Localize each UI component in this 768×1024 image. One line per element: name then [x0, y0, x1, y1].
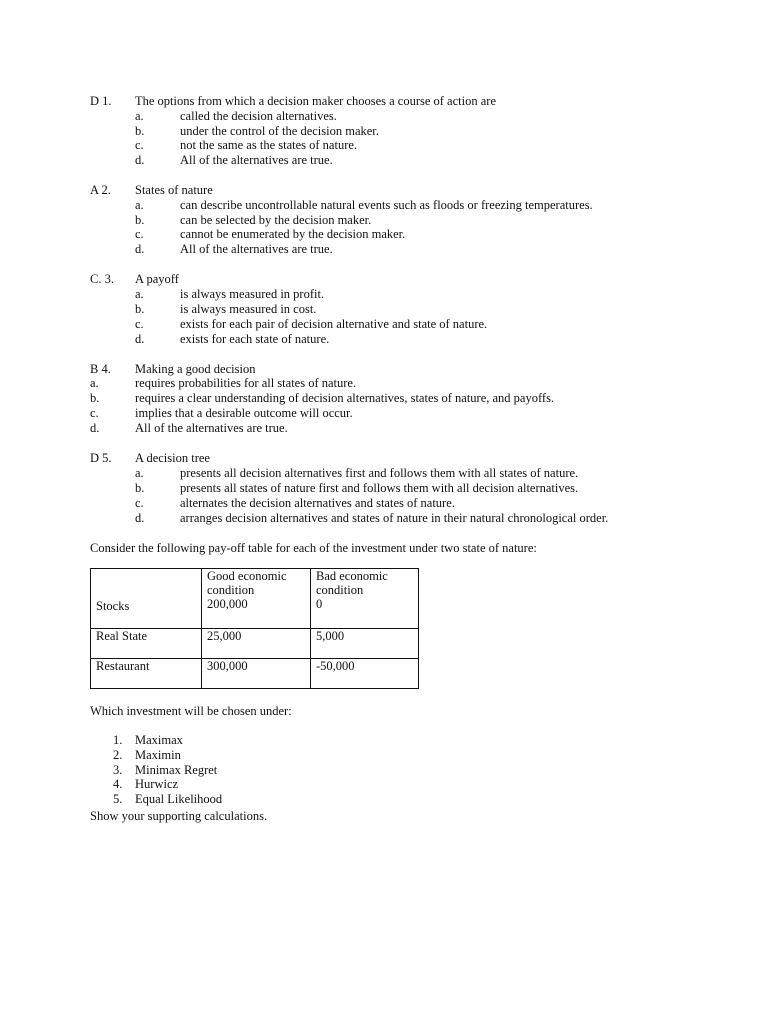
list-item [113, 748, 222, 763]
option-text: not the same as the states of nature. [180, 138, 358, 152]
option-text: alternates the decision alternatives and states of nature. [180, 496, 455, 510]
option-letter: c. [135, 227, 144, 241]
methods-intro: Which investment will be chosen under: [90, 704, 292, 718]
option-letter: a. [90, 376, 99, 390]
list-item [113, 777, 222, 792]
option-letter: b. [90, 391, 100, 405]
option-letter: a. [135, 287, 144, 301]
header-good-line1: Good economic [207, 569, 287, 583]
table-row [91, 629, 419, 659]
closing-instruction: Show your supporting calculations. [90, 809, 268, 823]
option-text: exists for each state of nature. [180, 332, 330, 346]
cell-bad-value: 5,000 [311, 629, 419, 659]
option-letter: d. [135, 332, 145, 346]
option-letter: a. [135, 109, 144, 123]
option-text: called the decision alternatives. [180, 109, 337, 123]
cell-bad [311, 569, 419, 629]
header-bad-line1: Bad economic [316, 569, 388, 583]
row-label: Real State [91, 629, 202, 659]
option-letter: a. [135, 466, 144, 480]
cell-good-value: 200,000 [207, 597, 248, 611]
option-letter: d. [90, 421, 100, 435]
method-number: 1. [113, 733, 123, 747]
method-label: Hurwicz [135, 777, 179, 792]
option-text: is always measured in cost. [180, 302, 317, 316]
method-number: 3. [113, 762, 123, 777]
question-stem: A payoff [135, 272, 179, 286]
option-text: is always measured in profit. [180, 287, 325, 301]
list-item [113, 763, 222, 778]
method-number: 4. [113, 777, 123, 792]
option-text: All of the alternatives are true. [135, 421, 288, 435]
row-label: Restaurant [91, 659, 202, 689]
row-label: Stocks [91, 569, 202, 629]
method-label: Maximax [135, 733, 183, 747]
option-letter: d. [135, 242, 145, 256]
option-text: presents all states of nature first and follows them with all decision alternatives. [180, 481, 579, 495]
option-letter: c. [135, 138, 144, 152]
option-text: exists for each pair of decision alternative and state of nature. [180, 317, 488, 331]
option-text: All of the alternatives are true. [180, 153, 333, 167]
option-letter: a. [135, 198, 144, 212]
option-letter: c. [135, 317, 144, 331]
option-letter: b. [135, 124, 145, 138]
payoff-table [90, 568, 419, 689]
option-letter: d. [135, 511, 145, 525]
table-row [91, 659, 419, 689]
header-bad-line2: condition [316, 583, 364, 597]
option-text: can describe uncontrollable natural events such as floods or freezing temperatures. [180, 198, 593, 212]
cell-bad-value: 0 [316, 597, 323, 611]
cell-bad-value: -50,000 [311, 659, 419, 689]
option-text: requires a clear understanding of decision alternatives, states of nature, and payoffs. [135, 391, 555, 405]
question-stem: A decision tree [135, 451, 210, 465]
methods-list [113, 733, 222, 807]
question-stem: Making a good decision [135, 362, 256, 376]
option-text: requires probabilities for all states of nature. [135, 376, 357, 390]
option-letter: b. [135, 213, 145, 227]
table-intro: Consider the following pay-off table for each of the investment under two state of nature: [90, 541, 537, 555]
option-text: can be selected by the decision maker. [180, 213, 372, 227]
method-label: Maximin [135, 747, 181, 762]
option-text: arranges decision alternatives and states of nature in their natural chronological order. [180, 511, 609, 525]
question-number: D 5. [90, 451, 112, 465]
cell-good-value: 25,000 [202, 629, 311, 659]
question-number: D 1. [90, 94, 112, 108]
option-letter: c. [135, 496, 144, 510]
method-label: Equal Likelihood [135, 792, 223, 807]
question-number: C. 3. [90, 272, 114, 286]
list-item [113, 733, 222, 748]
option-text: under the control of the decision maker. [180, 124, 379, 138]
question-stem: The options from which a decision maker chooses a course of action are [135, 94, 496, 108]
question-stem: States of nature [135, 183, 213, 197]
option-letter: c. [90, 406, 99, 420]
cell-good-value: 300,000 [202, 659, 311, 689]
option-text: presents all decision alternatives first and follows them with all states of nature. [180, 466, 579, 480]
option-letter: b. [135, 481, 145, 495]
table-row [91, 569, 419, 629]
method-number: 5. [113, 792, 123, 807]
method-label: Minimax Regret [135, 762, 218, 777]
option-text: All of the alternatives are true. [180, 242, 333, 256]
header-good-line2: condition [207, 583, 255, 597]
list-item [113, 792, 222, 807]
option-text: cannot be enumerated by the decision maker. [180, 227, 406, 241]
method-number: 2. [113, 747, 123, 762]
question-number: A 2. [90, 183, 111, 197]
question-number: B 4. [90, 362, 111, 376]
cell-good [202, 569, 311, 629]
option-letter: d. [135, 153, 145, 167]
option-letter: b. [135, 302, 145, 316]
option-text: implies that a desirable outcome will occur. [135, 406, 353, 420]
